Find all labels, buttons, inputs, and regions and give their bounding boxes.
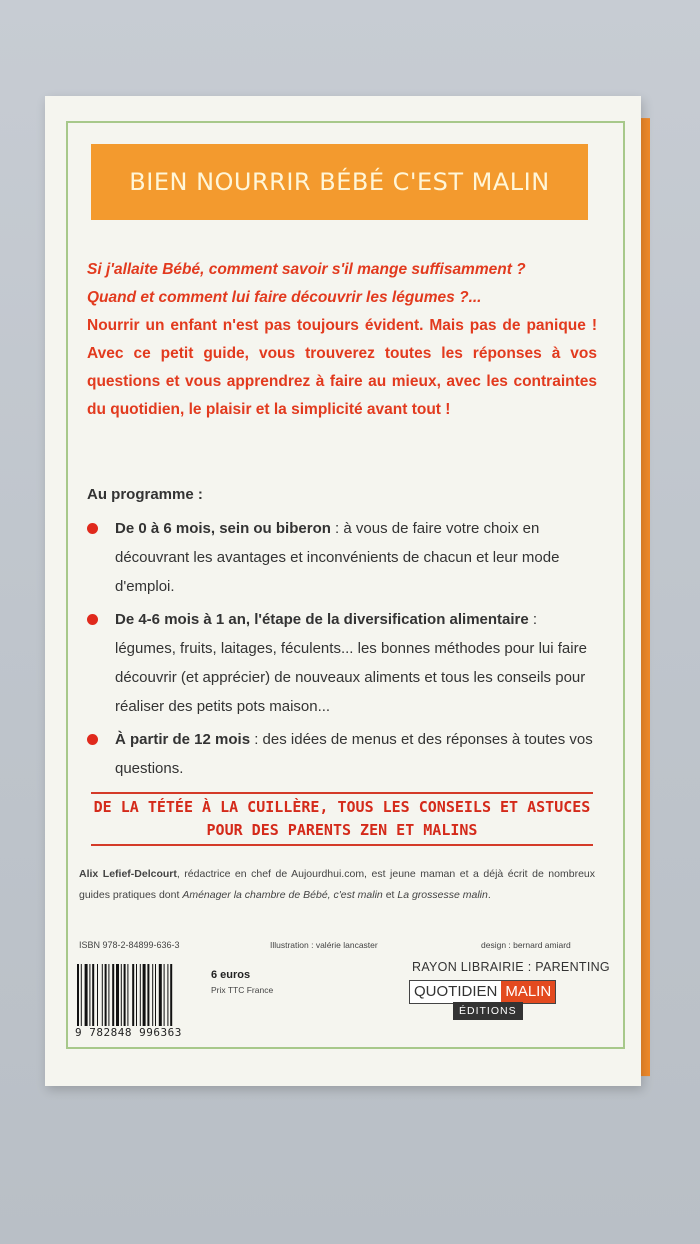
slogan-banner — [91, 792, 593, 846]
program-item-heading: De 0 à 6 mois, sein ou biberon — [115, 520, 331, 537]
program-item-text: : des idées de menus et des réponses à toutes vos questions. — [115, 731, 593, 777]
publisher-logo-part-2: MALIN — [501, 981, 555, 1003]
program-title: Au programme : — [87, 486, 203, 503]
author-name: Alix Lefief-Delcourt — [79, 868, 177, 880]
publisher-editions: ÉDITIONS — [453, 1002, 523, 1020]
author-book-1: Aménager la chambre de Bébé, c'est malin — [182, 889, 383, 901]
intro-paragraph: Nourrir un enfant n'est pas toujours évident. Mais pas de panique ! Avec ce petit guide, vous trouverez toutes les réponses à vos questions et vous apprendrez à faire au mieux, avec les contraintes du quotidien, le plaisir et la simplicité avant tout ! — [87, 317, 597, 418]
author-text-2: et — [382, 889, 398, 901]
publisher-logo — [409, 980, 556, 1004]
bullet-dot-icon — [87, 734, 98, 745]
program-item — [87, 725, 597, 783]
program-item-text: : à vous de faire votre choix en découvrant les avantages et inconvénients de chacun et leur mode d'emploi. — [115, 520, 560, 595]
program-item-heading: À partir de 12 mois — [115, 731, 251, 748]
illustration-credit: Illustration : valérie lancaster — [270, 940, 378, 950]
program-list — [87, 514, 597, 787]
isbn-text: ISBN 978-2-84899-636-3 — [79, 940, 180, 950]
intro-question-2: Quand et comment lui faire découvrir les légumes ?... — [87, 289, 482, 306]
program-item — [87, 605, 597, 721]
author-book-2: La grossesse malin — [397, 889, 488, 901]
slogan-line-2: POUR DES PARENTS ZEN ET MALINS — [206, 821, 478, 839]
intro-question-1: Si j'allaite Bébé, comment savoir s'il mange suffisamment ? — [87, 261, 526, 278]
program-item-text: : légumes, fruits, laitages, féculents... les bonnes méthodes pour lui faire découvrir (et apprécier) de nouveaux aliments et tous les conseils pour réaliser des petits pots maison... — [115, 611, 587, 715]
publisher-logo-part-1: QUOTIDIEN — [410, 981, 501, 1003]
price-note: Prix TTC France — [211, 985, 274, 995]
price: 6 euros — [211, 969, 251, 981]
bullet-dot-icon — [87, 523, 98, 534]
barcode — [75, 964, 203, 1042]
program-item-heading: De 4-6 mois à 1 an, l'étape de la diversification alimentaire — [115, 611, 529, 628]
title-band — [91, 144, 588, 220]
author-text-3: . — [487, 889, 491, 901]
intro-text — [87, 256, 597, 424]
program-item — [87, 514, 597, 601]
bullet-dot-icon — [87, 614, 98, 625]
author-text-1: , rédactrice en chef de Aujourdhui.com, est jeune maman et a déjà écrit de nombreux guides pratiques dont — [79, 868, 595, 901]
barcode-bars-icon — [75, 964, 203, 1026]
book-title: BIEN NOURRIR BÉBÉ C'EST MALIN — [129, 168, 550, 196]
book-back-cover — [45, 96, 641, 1086]
slogan-line-1: DE LA TÉTÉE À LA CUILLÈRE, TOUS LES CONSEILS ET ASTUCES — [93, 798, 591, 816]
barcode-number: 9 782848 996363 — [75, 1026, 182, 1039]
author-bio — [79, 864, 595, 906]
design-credit: design : bernard amiard — [481, 940, 571, 950]
shelf-category: RAYON LIBRAIRIE : PARENTING — [412, 960, 610, 974]
